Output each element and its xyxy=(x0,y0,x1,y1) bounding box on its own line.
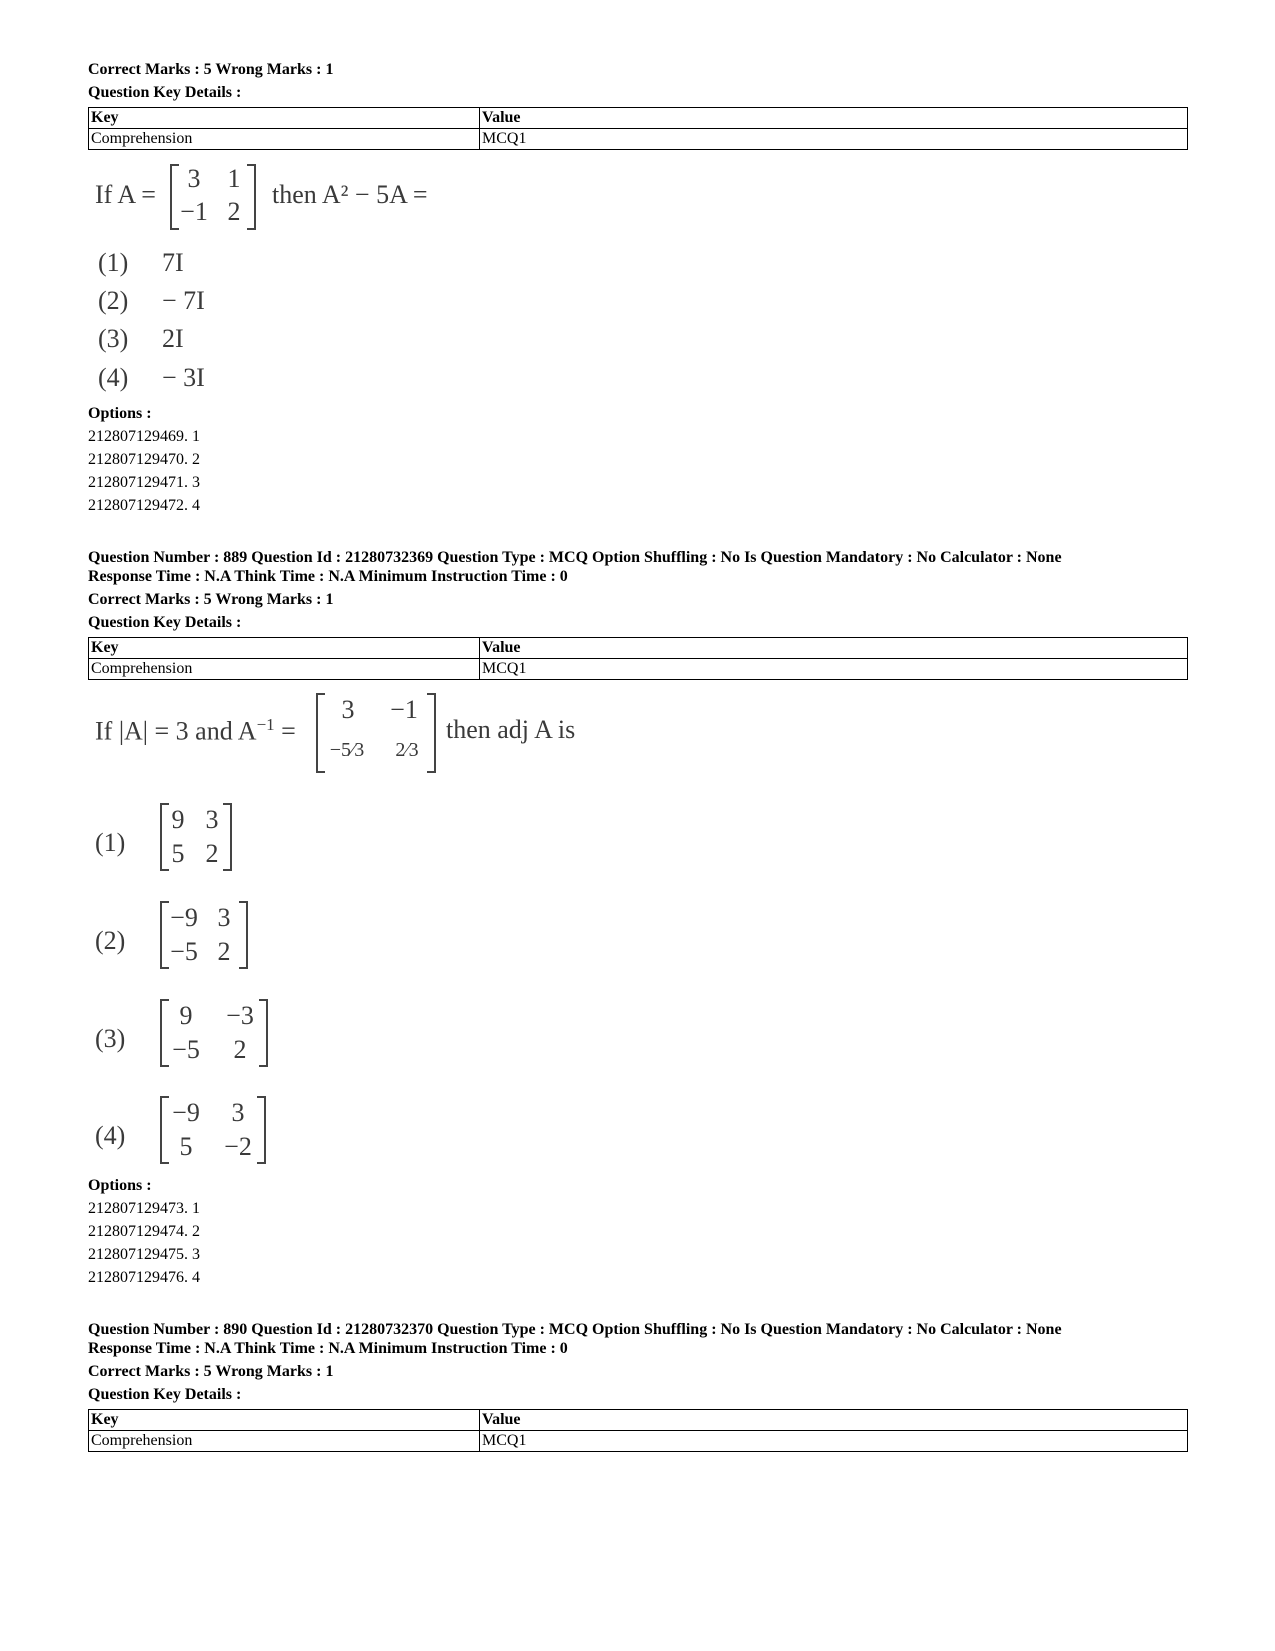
key-cell: Comprehension xyxy=(89,129,480,150)
choice xyxy=(0,248,400,280)
matrix-cell: −5 xyxy=(172,1035,200,1064)
table-row xyxy=(89,1431,1188,1452)
table-header-row xyxy=(89,1410,1188,1431)
value-header: Value xyxy=(480,108,1188,129)
option-id: 212807129473. 1 xyxy=(88,1200,200,1217)
question-matrix xyxy=(170,164,256,230)
matrix-cell: −5⁄3 xyxy=(329,739,365,761)
matrix-cell: 2 xyxy=(205,839,219,868)
choice-number: (3) xyxy=(98,324,129,353)
options-label: Options : xyxy=(88,405,152,422)
choice-value: − 7I xyxy=(162,286,205,315)
matrix-cell: 3 xyxy=(341,695,355,724)
option-id: 212807129471. 3 xyxy=(88,474,200,491)
table-header-row xyxy=(89,638,1188,659)
choice-number: (4) xyxy=(95,1121,126,1150)
table-row xyxy=(89,659,1188,680)
key-header: Key xyxy=(89,1410,480,1431)
table-header-row xyxy=(89,108,1188,129)
choice-number: (2) xyxy=(98,286,129,315)
key-details-table xyxy=(88,637,1188,680)
option-id: 212807129472. 4 xyxy=(88,497,200,514)
choice-value: 2I xyxy=(162,324,184,353)
question-header-timing: Response Time : N.A Think Time : N.A Minimum Instruction Time : 0 xyxy=(88,1340,568,1357)
option-id: 212807129469. 1 xyxy=(88,428,200,445)
value-cell: MCQ1 xyxy=(480,129,1188,150)
choice-matrix xyxy=(160,803,232,871)
choice-number: (2) xyxy=(95,926,126,955)
key-details-label: Question Key Details : xyxy=(88,1386,242,1403)
question-header-timing: Response Time : N.A Think Time : N.A Minimum Instruction Time : 0 xyxy=(88,568,568,585)
matrix-cell: −3 xyxy=(226,1001,254,1030)
matrix-cell: 3 xyxy=(205,805,219,834)
matrix-cell: −1 xyxy=(180,197,208,226)
choice-matrix xyxy=(160,901,248,969)
matrix-cell: −1 xyxy=(390,695,418,724)
matrix-cell: 2⁄3 xyxy=(395,739,419,761)
choice-number: (4) xyxy=(98,363,129,392)
key-details-label: Question Key Details : xyxy=(88,614,242,631)
choice-value: 7I xyxy=(162,248,184,277)
matrix-cell: 2 xyxy=(233,1035,247,1064)
option-id: 212807129475. 3 xyxy=(88,1246,200,1263)
question-suffix: then A² − 5A = xyxy=(272,180,428,209)
key-header: Key xyxy=(89,638,480,659)
option-id: 212807129474. 2 xyxy=(88,1223,200,1240)
matrix-cell: 3 xyxy=(187,164,201,193)
matrix-cell: 2 xyxy=(227,197,241,226)
choice-number: (1) xyxy=(98,248,129,277)
matrix-cell: 9 xyxy=(171,805,185,834)
key-header: Key xyxy=(89,108,480,129)
matrix-cell: 5 xyxy=(171,839,185,868)
key-details-table xyxy=(88,1409,1188,1452)
matrix-cell: 3 xyxy=(217,903,231,932)
option-id: 212807129470. 2 xyxy=(88,451,200,468)
choice xyxy=(0,363,400,395)
marks-line: Correct Marks : 5 Wrong Marks : 1 xyxy=(88,1363,334,1380)
choice xyxy=(0,324,400,356)
matrix-cell: −5 xyxy=(170,937,198,966)
key-details-table xyxy=(88,107,1188,150)
equals-sign: = xyxy=(281,716,296,746)
matrix-cell: −9 xyxy=(170,903,198,932)
choice-matrix xyxy=(160,999,268,1067)
choice-number: (1) xyxy=(95,828,126,857)
choice xyxy=(0,286,400,318)
question-prefix: If A = xyxy=(95,180,156,209)
key-cell: Comprehension xyxy=(89,659,480,680)
question-suffix: then adj A is xyxy=(446,715,576,744)
choice-number: (3) xyxy=(95,1024,126,1053)
matrix-cell: 9 xyxy=(179,1001,193,1030)
question-prefix-text: If |A| = 3 and A xyxy=(95,716,257,746)
key-details-label: Question Key Details : xyxy=(88,84,242,101)
options-label: Options : xyxy=(88,1177,152,1194)
question-header: Question Number : 890 Question Id : 21280732370 Question Type : MCQ Option Shuffling : No Is Question Mandatory : No Calculator : None xyxy=(88,1321,1062,1338)
key-cell: Comprehension xyxy=(89,1431,480,1452)
value-header: Value xyxy=(480,638,1188,659)
table-row xyxy=(89,129,1188,150)
question-matrix xyxy=(316,693,436,773)
value-header: Value xyxy=(480,1410,1188,1431)
value-cell: MCQ1 xyxy=(480,1431,1188,1452)
value-cell: MCQ1 xyxy=(480,659,1188,680)
question-prefix xyxy=(95,715,296,747)
matrix-cell: 1 xyxy=(227,164,241,193)
question-header: Question Number : 889 Question Id : 21280732369 Question Type : MCQ Option Shuffling : No Is Question Mandatory : No Calculator : None xyxy=(88,549,1062,566)
matrix-cell: 5 xyxy=(179,1132,193,1161)
option-id: 212807129476. 4 xyxy=(88,1269,200,1286)
choice-value: − 3I xyxy=(162,363,205,392)
marks-line: Correct Marks : 5 Wrong Marks : 1 xyxy=(88,61,334,78)
matrix-cell: −2 xyxy=(224,1132,252,1161)
matrix-cell: 2 xyxy=(217,937,231,966)
matrix-cell: 3 xyxy=(231,1098,245,1127)
inverse-superscript: −1 xyxy=(256,715,275,734)
matrix-cell: −9 xyxy=(172,1098,200,1127)
choice-matrix xyxy=(160,1096,266,1164)
marks-line: Correct Marks : 5 Wrong Marks : 1 xyxy=(88,591,334,608)
